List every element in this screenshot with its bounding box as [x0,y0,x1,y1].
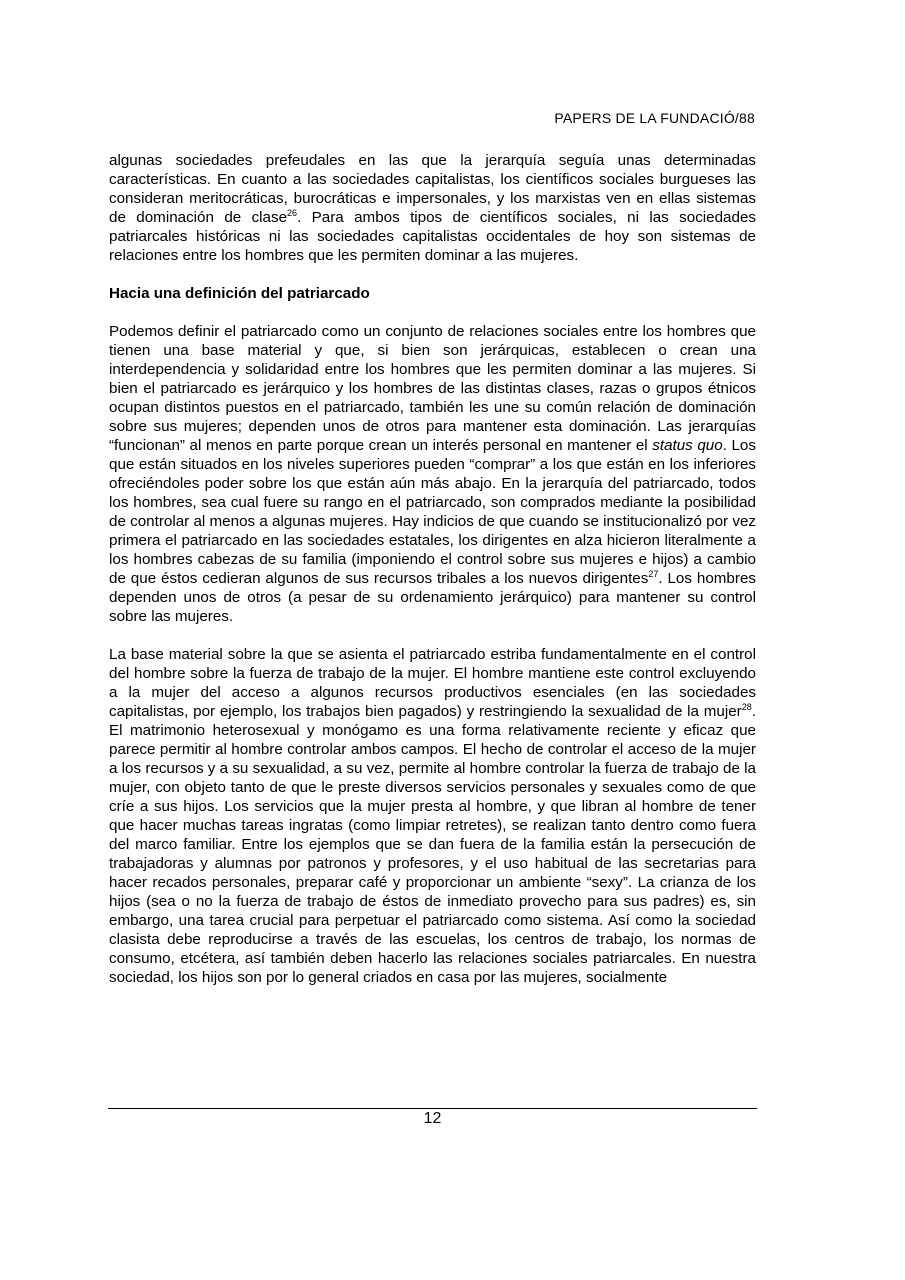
body-text [109,151,756,987]
paragraph-text: . Para ambos tipos de científicos sociales, ni las sociedades patriarcales históricas ni las sociedades capitalistas occidentales de hoy son sistemas de relaciones entre los hombres que les permiten dominar a las mujeres. [109,209,756,264]
paragraph-text: . Los que están situados en los niveles superiores pueden “comprar” a los que están en los inferiores ofreciéndoles poder sobre los que están aún más abajo. En la jerarquía del patriarcado, todos los hombres, sea cual fuere su rango en el patriarcado, son comprados mediante la posibilidad de controlar al menos a algunas mujeres. Hay indicios de que cuando se institucionalizó por vez primera el patriarcado en las sociedades estatales, los dirigentes en alza hicieron literalmente a los hombres cabezas de su familia (imponiendo el control sobre sus mujeres e hijos) a cambio de que éstos cedieran algunos de sus recursos tribales a los nuevos dirigentes [109,437,756,587]
page-number: 12 [423,1110,442,1127]
paragraph-text: algunas sociedades prefeudales en las que la jerarquía seguía unas determinadas características. En cuanto a las sociedades capitalistas, los científicos sociales burgueses las consideran meritocráticas, burocráticas e impersonales, y los marxistas ven en ellas sistemas de dominación de clase [109,152,756,226]
italic-term: status quo [652,437,723,454]
section-heading: Hacia una definición del patriarcado [109,285,370,302]
paragraph-definition [109,322,756,626]
paragraph-gap [109,626,756,645]
paragraph-text: La base material sobre la que se asienta el patriarcado estriba fundamentalmente en el control del hombre sobre la fuerza de trabajo de la mujer. El hombre mantiene este control excluyendo a la mujer del acceso a algunos recursos productivos esenciales (en las sociedades capitalistas, por ejemplo, los trabajos bien pagados) y restringiendo la sexualidad de la mujer [109,646,756,720]
paragraph-gap [109,265,756,284]
footnote-ref-26[interactable]: 26 [287,208,298,218]
footnote-ref-28[interactable]: 28 [741,702,752,712]
paragraph-material-base [109,645,756,987]
paragraph-text: Podemos definir el patriarcado como un conjunto de relaciones sociales entre los hombres que tienen una base material y que, si bien son jerárquicas, establecen o crean una interdependencia y solidaridad entre los hombres que les permiten dominar a las mujeres. Si bien el patriarcado es jerárquico y los hombres de las distintas clases, razas o grupos étnicos ocupan distintos puestos en el patriarcado, también les une su común relación de dominación sobre sus mujeres; dependen unos de otros para mantener esta dominación. Las jerarquías “funcionan” al menos en parte porque crean un interés personal en mantener el [109,323,756,454]
paragraph-continuation [109,151,756,265]
running-header: PAPERS DE LA FUNDACIÓ/88 [554,110,755,126]
footnote-ref-27[interactable]: 27 [648,569,659,579]
paragraph-text: . Los hombres dependen unos de otros (a pesar de su ordenamiento jerárquico) para mantener su control sobre las mujeres. [109,570,756,625]
paragraph-gap [109,303,756,322]
footer-divider [108,1108,757,1109]
paragraph-text: . El matrimonio heterosexual y monógamo es una forma relativamente reciente y eficaz que parece permitir al hombre controlar ambos campos. El hecho de controlar el acceso de la mujer a los recursos y a su sexualidad, a su vez, permite al hombre controlar la fuerza de trabajo de la mujer, con objeto tanto de que le preste diversos servicios personales y sexuales como de que críe a sus hijos. Los servicios que la mujer presta al hombre, y que libran al hombre de tener que hacer muchas tareas ingratas (como limpiar retretes), se realizan tanto dentro como fuera del marco familiar. Entre los ejemplos que se dan fuera de la familia están la persecución de trabajadoras y alumnas por patronos y profesores, y el uso habitual de las secretarias para hacer recados personales, preparar café y proporcionar un ambiente “sexy”. La crianza de los hijos (sea o no la fuerza de trabajo de éstos de inmediato provecho para sus padres) es, sin embargo, una tarea crucial para perpetuar el patriarcado como sistema. Así como la sociedad clasista debe reproducirse a través de las escuelas, los centros de trabajo, los normas de consumo, etcétera, así también deben hacerlo las relaciones sociales patriarcales. En nuestra sociedad, los hijos son por lo general criados en casa por las mujeres, socialmente [109,703,756,986]
